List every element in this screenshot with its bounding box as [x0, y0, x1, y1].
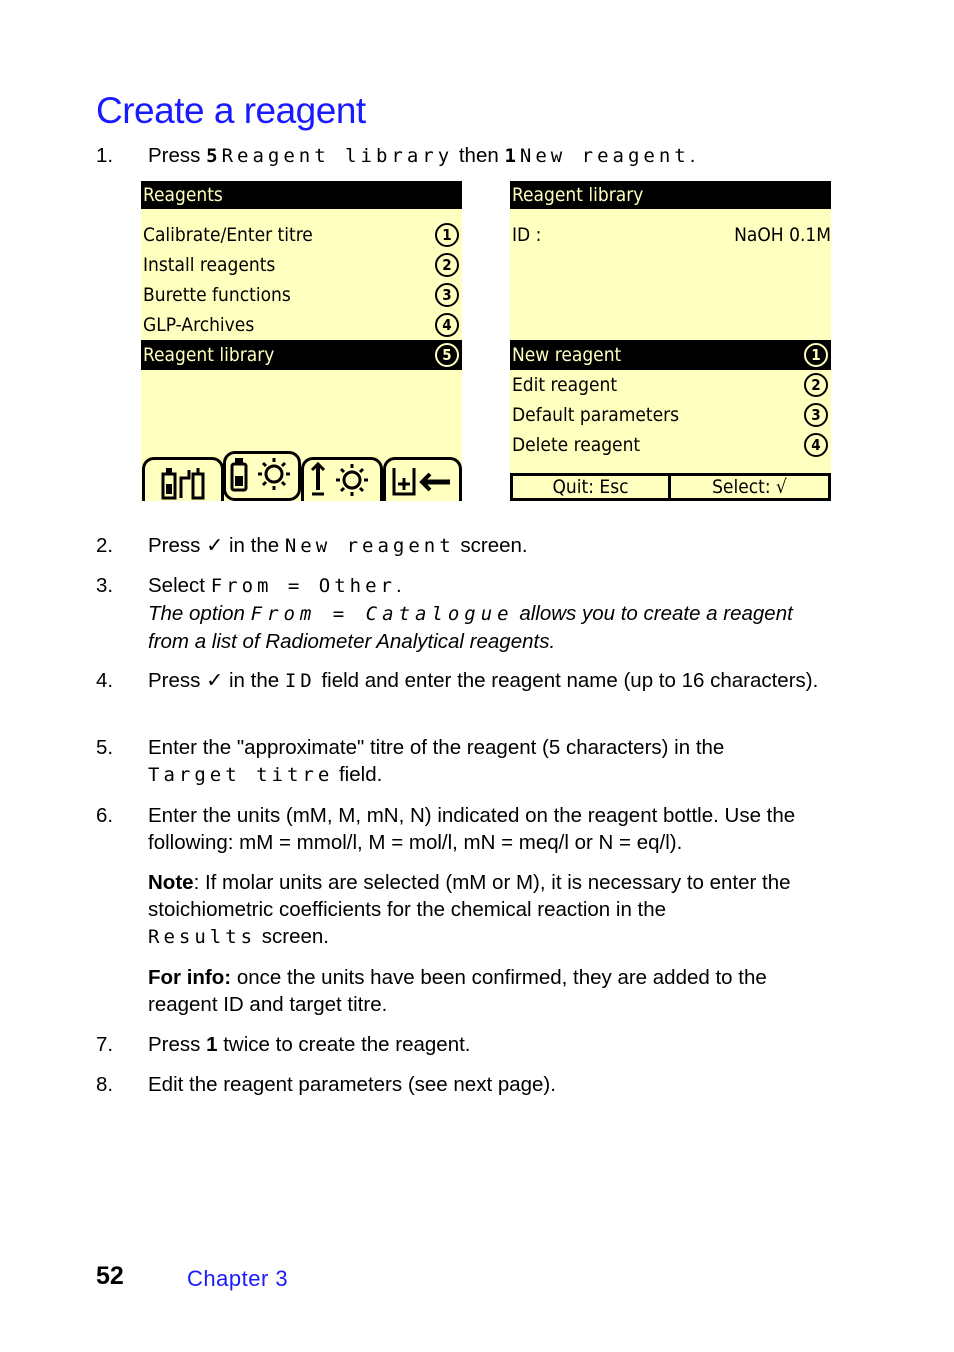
text: Enter the "approximate" titre of the reagent (5 characters) in the — [148, 736, 725, 759]
circled-number: 4 — [435, 313, 459, 337]
reagent-sun-icon — [226, 454, 298, 498]
text: Press — [148, 1033, 201, 1056]
menu-item-edit-reagent[interactable] — [510, 370, 831, 400]
beaker-arrow-icon — [386, 460, 458, 500]
step-text: Edit the reagent parameters (see next page). — [148, 1073, 556, 1096]
step-text — [148, 734, 838, 789]
text: . — [689, 144, 696, 167]
menu-item-label: New reagent — [512, 344, 622, 366]
id-value: NaOH 0.1M — [734, 224, 831, 246]
menu-item-label: Delete reagent — [512, 434, 641, 456]
screen-code: New reagent — [284, 535, 455, 557]
text: The option — [148, 602, 245, 625]
screen-header: Reagents — [141, 181, 462, 209]
text: field and enter the reagent name (up to 16 characters). — [321, 669, 819, 692]
tab-reagent[interactable] — [223, 451, 301, 501]
menu-item-label: Install reagents — [143, 254, 276, 276]
menu-item-reagent-library[interactable] — [141, 340, 462, 370]
step-number: 4. — [96, 669, 114, 692]
note-label: Note — [148, 871, 194, 894]
step-number: 6. — [96, 804, 114, 827]
circled-number: 1 — [804, 343, 828, 367]
note-paragraph — [148, 869, 838, 951]
text: Press — [148, 144, 201, 167]
select-button[interactable]: Select: √ — [668, 473, 831, 501]
step-text — [148, 572, 838, 655]
reagents-screen — [141, 181, 462, 501]
text: Press — [148, 534, 201, 557]
menu-item-default-parameters[interactable] — [510, 400, 831, 430]
screen-code: From = Catalogue — [250, 603, 514, 625]
check-icon: ✓ — [206, 669, 224, 692]
step-text — [148, 667, 838, 695]
screen-code: ID — [284, 670, 316, 692]
text: : If molar units are selected (mM or M), it is necessary to enter the stoichiometric coefficients for the chemical reaction in the — [148, 871, 791, 921]
info-label: For info: — [148, 966, 232, 989]
text: Select — [148, 574, 205, 597]
screen-code: From = Other — [210, 575, 396, 597]
circled-number: 2 — [804, 373, 828, 397]
tab-burette[interactable] — [301, 457, 383, 501]
tab-beaker[interactable] — [383, 457, 462, 501]
circled-number: 4 — [804, 433, 828, 457]
menu-item-label: Edit reagent — [512, 374, 618, 396]
text: in the — [229, 534, 280, 557]
step-number: 2. — [96, 534, 114, 557]
bottles-icon — [145, 460, 221, 500]
key-label: 5 — [206, 145, 222, 167]
menu-item-label: Burette functions — [143, 284, 291, 306]
text: . — [395, 574, 402, 597]
circled-number: 5 — [435, 343, 459, 367]
screen-code: Reagent library — [221, 145, 454, 167]
text: allows you to create a reagent from a list of Radiometer Analytical reagents. — [148, 602, 793, 653]
step-number: 5. — [96, 736, 114, 759]
screen-code: Target titre — [148, 764, 334, 786]
page-title: Create a reagent — [96, 90, 366, 131]
step-text — [148, 532, 838, 560]
step-text: Enter the units (mM, M, mN, N) indicated on the reagent bottle. Use the following: mM = mmol/l, M = mol/l, mN = meq/l or N = eq/l). — [148, 804, 796, 854]
screen-code: New reagent — [519, 145, 690, 167]
step-number: 8. — [96, 1073, 114, 1096]
text: field. — [338, 763, 383, 786]
text: twice to create the reagent. — [223, 1033, 471, 1056]
tab-bottles[interactable] — [142, 457, 224, 501]
burette-sun-icon — [304, 460, 380, 500]
menu-item-burette[interactable] — [141, 280, 462, 310]
menu-item-label: Default parameters — [512, 404, 680, 426]
circled-number: 3 — [435, 283, 459, 307]
screen-header: Reagent library — [510, 181, 831, 209]
menu-item-glp[interactable] — [141, 310, 462, 340]
softkey-bar — [510, 473, 831, 501]
step-number: 3. — [96, 574, 114, 597]
step-number: 1. — [96, 144, 114, 167]
text: Press — [148, 669, 201, 692]
page-number: 52 — [96, 1262, 124, 1290]
text: once the units have been confirmed, they are added to the reagent ID and target titre. — [148, 966, 767, 1016]
info-paragraph — [148, 964, 838, 1018]
text: screen. — [460, 534, 528, 557]
menu-item-install[interactable] — [141, 250, 462, 280]
text: screen. — [261, 925, 330, 948]
menu-item-new-reagent[interactable] — [510, 340, 831, 370]
check-icon: ✓ — [206, 534, 224, 557]
id-label: ID : — [512, 224, 542, 246]
screen-code: Results — [148, 926, 257, 948]
key-label: 1 — [206, 1033, 218, 1056]
step-text — [148, 142, 838, 170]
text: in the — [229, 669, 280, 692]
reagent-library-screen — [510, 181, 831, 501]
step-text — [148, 1031, 838, 1058]
text: then — [458, 144, 499, 167]
chapter-label: Chapter 3 — [187, 1266, 289, 1291]
quit-button[interactable]: Quit: Esc — [510, 473, 671, 501]
menu-item-label: Reagent library — [143, 344, 275, 366]
menu-item-calibrate[interactable] — [141, 220, 462, 250]
circled-number: 2 — [435, 253, 459, 277]
menu-item-delete-reagent[interactable] — [510, 430, 831, 460]
menu-item-label: Calibrate/Enter titre — [143, 224, 313, 246]
step-number: 7. — [96, 1033, 114, 1056]
menu-item-label: GLP-Archives — [143, 314, 255, 336]
circled-number: 1 — [435, 223, 459, 247]
key-label: 1 — [504, 145, 520, 167]
circled-number: 3 — [804, 403, 828, 427]
id-field[interactable] — [510, 220, 831, 250]
tab-bar — [141, 453, 462, 501]
